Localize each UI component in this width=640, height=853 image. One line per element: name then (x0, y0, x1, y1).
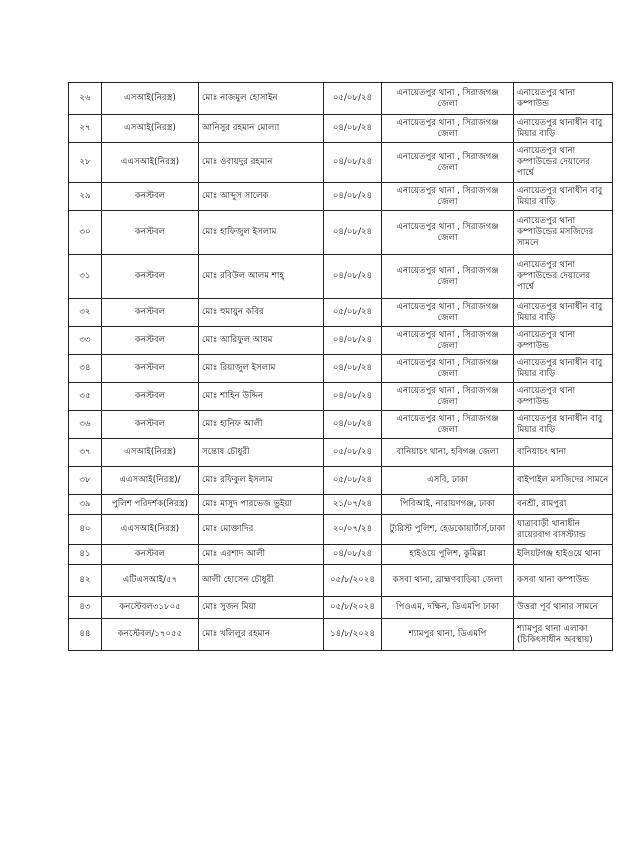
rank-cell: কনস্টবল (102, 327, 199, 355)
place-cell: এনায়েতপুর থানা কম্পাউন্ডের মসজিদের সামনে (514, 211, 613, 255)
place-cell: এনায়েতপুর থানা কম্পাউন্ড (514, 83, 613, 115)
table-row (69, 565, 613, 597)
place-cell: এনায়েতপুর থানা কম্পাউন্ড (514, 327, 613, 355)
table-row (69, 383, 613, 411)
unit-cell: এনায়েতপুর থানা , সিরাজগঞ্জ জেলা (382, 327, 514, 355)
place-cell: এনায়েতপুর থানাধীন বাবু মিয়ার বাড়ি (514, 183, 613, 211)
place-cell: কসবা থানা কম্পাউন্ড (514, 565, 613, 597)
place-cell: শ্যামপুর থানা এলাকা (চিকিৎসাধীন অবস্থায়) (514, 619, 613, 651)
casualty-table (68, 82, 613, 651)
name-cell: মোঃ নাজমুল হোসাইন (199, 83, 324, 115)
date-cell: ০৫/৮/২০২৪ (324, 565, 382, 597)
table-row (69, 183, 613, 211)
rank-cell: কনস্টবল (102, 299, 199, 327)
serial-number-cell: ২৮ (69, 143, 102, 183)
rank-cell: পুলিশ পরিদর্শক(নিরস্ত্র) (102, 495, 199, 515)
table-row (69, 411, 613, 439)
serial-number-cell: ৩৫ (69, 383, 102, 411)
unit-cell: এসবি, ঢাকা (382, 467, 514, 495)
unit-cell: এনায়েতপুর থানা , সিরাজগঞ্জ জেলা (382, 299, 514, 327)
table-row (69, 211, 613, 255)
table-row (69, 143, 613, 183)
date-cell: ০৪/০৮/২৪ (324, 545, 382, 565)
unit-cell: এনায়েতপুর থানা , সিরাজগঞ্জ জেলা (382, 411, 514, 439)
table-row (69, 495, 613, 515)
place-cell: বানিয়াচং থানা (514, 439, 613, 467)
table-row (69, 299, 613, 327)
unit-cell: পিবিআই, নারায়ণগঞ্জ, ঢাকা (382, 495, 514, 515)
date-cell: ০৪/০৮/২৪ (324, 327, 382, 355)
table-row (69, 115, 613, 143)
table-body (69, 83, 613, 651)
table-row (69, 83, 613, 115)
table-row (69, 255, 613, 299)
date-cell: ০৪/০৮/২৪ (324, 211, 382, 255)
serial-number-cell: ৪২ (69, 565, 102, 597)
table-row (69, 439, 613, 467)
rank-cell: কনস্টেবল/১৭০৫৫ (102, 619, 199, 651)
table-row (69, 327, 613, 355)
date-cell: ২০/০৭/২৪ (324, 515, 382, 545)
name-cell: মোঃ এরশাদ আলী (199, 545, 324, 565)
name-cell: মোঃ হুমায়ুন কবির (199, 299, 324, 327)
date-cell: ০৪/০৮/২৪ (324, 183, 382, 211)
serial-number-cell: ৩০ (69, 211, 102, 255)
date-cell: ০৫/০৮/২৪ (324, 83, 382, 115)
rank-cell: এসআই(নিরস্ত্র) (102, 439, 199, 467)
table-row (69, 545, 613, 565)
table-row (69, 355, 613, 383)
serial-number-cell: ৩৯ (69, 495, 102, 515)
place-cell: এনায়েতপুর থানাধীন বাবু মিয়ার বাড়ি (514, 115, 613, 143)
rank-cell: এটিএসআই/৫৭ (102, 565, 199, 597)
unit-cell: এনায়েতপুর থানা , সিরাজগঞ্জ জেলা (382, 115, 514, 143)
place-cell: উত্তরা পূর্ব থানার সামনে (514, 597, 613, 619)
serial-number-cell: ৩২ (69, 299, 102, 327)
date-cell: ০৪/০৮/২৪ (324, 255, 382, 299)
date-cell: ০৫/০৮/২৪ (324, 299, 382, 327)
rank-cell: এএসআই(নিরস্ত্র) (102, 143, 199, 183)
place-cell: যাত্রাবাড়ী থানাধীন রায়েরবাগ বাসস্ট্যান্ড (514, 515, 613, 545)
unit-cell: এনায়েতপুর থানা , সিরাজগঞ্জ জেলা (382, 383, 514, 411)
name-cell: মোঃ সুজন মিয়া (199, 597, 324, 619)
serial-number-cell: ৩১ (69, 255, 102, 299)
name-cell: মোঃ রবিউল আলম শাহ্ (199, 255, 324, 299)
rank-cell: কনস্টবল (102, 545, 199, 565)
table-row (69, 467, 613, 495)
serial-number-cell: ২৯ (69, 183, 102, 211)
place-cell: এনায়েতপুর থানা কম্পাউন্ড (514, 383, 613, 411)
date-cell: ০৪/০৮/২৪ (324, 143, 382, 183)
name-cell: মোঃ মাসুদ পারভেজ ভুইয়া (199, 495, 324, 515)
rank-cell: এএসআই(নিরস্ত্র)/ (102, 467, 199, 495)
unit-cell: কসবা থানা, ব্রাহ্মণবাড়িয়া জেলা (382, 565, 514, 597)
place-cell: বাইপাইল মসজিদের সামনে (514, 467, 613, 495)
place-cell: এনায়েতপুর থানা কম্পাউন্ডের দেয়ালের পার্শ্বে (514, 143, 613, 183)
name-cell: মোঃ মোক্তাদির (199, 515, 324, 545)
rank-cell: কনস্টবল (102, 411, 199, 439)
name-cell: মোঃ হাফিজুল ইসলাম (199, 211, 324, 255)
serial-number-cell: ৩৪ (69, 355, 102, 383)
name-cell: মোঃ শাহিন উদ্দিন (199, 383, 324, 411)
rank-cell: কনস্টবল (102, 255, 199, 299)
unit-cell: এনায়েতপুর থানা , সিরাজগঞ্জ জেলা (382, 83, 514, 115)
serial-number-cell: ৪০ (69, 515, 102, 545)
date-cell: ০৫/০৮/২৪ (324, 439, 382, 467)
date-cell: ০৪/০৮/২৪ (324, 383, 382, 411)
place-cell: এনায়েতপুর থানা কম্পাউন্ডের দেয়ালের পার্শ্বে (514, 255, 613, 299)
unit-cell: বানিয়াচং থানা, হবিগঞ্জ জেলা (382, 439, 514, 467)
place-cell: এনায়েতপুর থানাধীন বাবু মিয়ার বাড়ি (514, 411, 613, 439)
date-cell: ০৪/০৮/২৪ (324, 411, 382, 439)
name-cell: মোঃ খলিলুর রহমান (199, 619, 324, 651)
place-cell: এনায়েতপুর থানাধীন বাবু মিয়ার বাড়ি (514, 299, 613, 327)
rank-cell: কনস্টবল (102, 211, 199, 255)
rank-cell: এসআই(নিরস্ত্র) (102, 115, 199, 143)
name-cell: সন্তোষ চৌধুরী (199, 439, 324, 467)
table-row (69, 619, 613, 651)
table-row (69, 597, 613, 619)
rank-cell: কনস্টেবল৩১৮০৫ (102, 597, 199, 619)
serial-number-cell: ৩৭ (69, 439, 102, 467)
date-cell: ০৫/০৮/২৪ (324, 467, 382, 495)
name-cell: মোঃ আব্দুস সালেক (199, 183, 324, 211)
rank-cell: কনস্টবল (102, 183, 199, 211)
rank-cell: এএসআই(নিরস্ত্র) (102, 515, 199, 545)
unit-cell: এনায়েতপুর থানা , সিরাজগঞ্জ জেলা (382, 143, 514, 183)
rank-cell: কনস্টবল (102, 383, 199, 411)
name-cell: মোঃ ওবায়দুর রহমান (199, 143, 324, 183)
rank-cell: কনস্টবল (102, 355, 199, 383)
rank-cell: এসআই(নিরস্ত্র) (102, 83, 199, 115)
serial-number-cell: ৪৪ (69, 619, 102, 651)
unit-cell: শ্যামপুর থানা, ডিএমপি (382, 619, 514, 651)
place-cell: এনায়েতপুর থানাধীন বাবু মিয়ার বাড়ি (514, 355, 613, 383)
place-cell: ইলিয়টগঞ্জ হাইওয়ে থানা (514, 545, 613, 565)
unit-cell: এনায়েতপুর থানা , সিরাজগঞ্জ জেলা (382, 183, 514, 211)
name-cell: মোঃ হানিফ আলী (199, 411, 324, 439)
serial-number-cell: ৩৮ (69, 467, 102, 495)
name-cell: আনিসুর রহমান মোল্যা (199, 115, 324, 143)
serial-number-cell: ৪১ (69, 545, 102, 565)
serial-number-cell: ৪৩ (69, 597, 102, 619)
unit-cell: পিওএম, দক্ষিন, ডিএমপি ঢাকা (382, 597, 514, 619)
date-cell: ০৪/০৮/২৪ (324, 355, 382, 383)
name-cell: মোঃ রফিকুল ইসলাম (199, 467, 324, 495)
unit-cell: এনায়েতপুর থানা , সিরাজগঞ্জ জেলা (382, 355, 514, 383)
unit-cell: ট্যুরিস্ট পুলিশ, হেডকোয়ার্টার্স,ঢাকা (382, 515, 514, 545)
name-cell: আলী হোসেন চৌধুরী (199, 565, 324, 597)
name-cell: মোঃ আরিফুল আযম (199, 327, 324, 355)
serial-number-cell: ৩৬ (69, 411, 102, 439)
serial-number-cell: ২৬ (69, 83, 102, 115)
place-cell: বনশ্রী, রামপুরা (514, 495, 613, 515)
unit-cell: হাইওয়ে পুলিশ, কুমিল্লা (382, 545, 514, 565)
serial-number-cell: ৩৩ (69, 327, 102, 355)
name-cell: মোঃ রিয়াজুল ইসলাম (199, 355, 324, 383)
date-cell: ২১/০৭/২৪ (324, 495, 382, 515)
date-cell: ১৪/৮/২০২৪ (324, 619, 382, 651)
date-cell: ০৪/০৮/২৪ (324, 115, 382, 143)
table-row (69, 515, 613, 545)
unit-cell: এনায়েতপুর থানা , সিরাজগঞ্জ জেলা (382, 255, 514, 299)
unit-cell: এনায়েতপুর থানা , সিরাজগঞ্জ জেলা (382, 211, 514, 255)
serial-number-cell: ২৭ (69, 115, 102, 143)
date-cell: ০৫/৮/২০২৪ (324, 597, 382, 619)
